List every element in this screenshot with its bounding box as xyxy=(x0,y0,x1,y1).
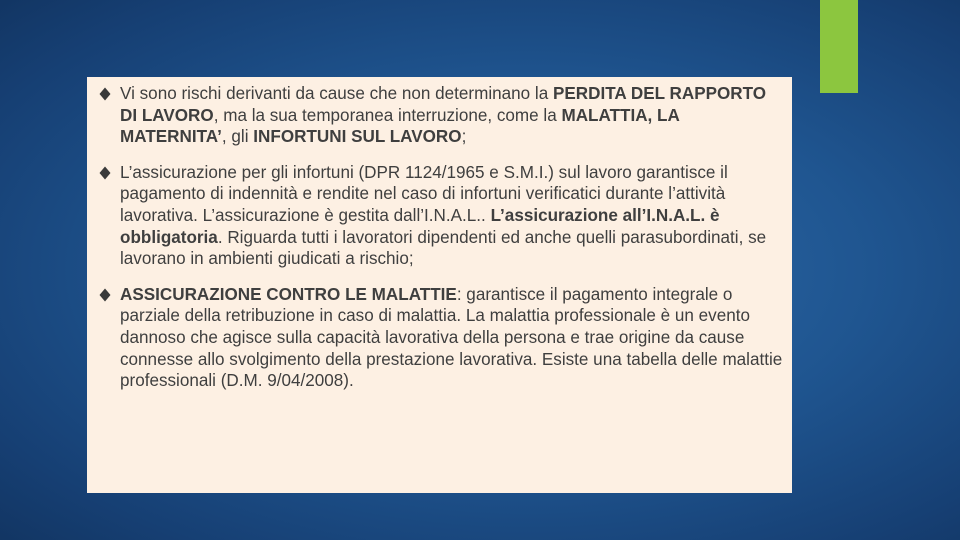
bullet-text xyxy=(120,84,766,146)
bullet-text-segment: Vi sono rischi derivanti da cause che non determinano la xyxy=(120,84,553,103)
diamond-bullet-icon xyxy=(99,288,111,302)
bullet-item xyxy=(97,284,784,392)
diamond-bullet-icon xyxy=(99,166,111,180)
bullet-item xyxy=(97,162,784,270)
bullet-text-bold: PERDITA DEL RAPPORTO DI LAVORO xyxy=(120,84,767,125)
green-accent-bar xyxy=(820,0,858,93)
bullet-text-bold: ASSICURAZIONE CONTRO LE MALATTIE xyxy=(120,284,457,304)
bullet-list xyxy=(97,83,784,392)
bullet-item xyxy=(97,83,784,148)
bullet-text-segment: . Riguarda tutti i lavoratori dipendenti ed anche quelli parasubordinati, se lavorano in ambienti giudicati a rischio; xyxy=(120,227,767,269)
diamond-bullet-icon xyxy=(99,87,111,101)
content-box xyxy=(87,77,792,493)
bullet-text-segment: : garantisce il pagamento integrale o parziale della retribuzione in caso di malattia. La malattia professionale è un evento dannoso che agisce sulla capacità lavorativa della persona e trae origine da cause connesse allo svolgimento della prestazione lavorativa. Esiste una tabella delle malattie professionali (D.M. 9/04/2008). xyxy=(120,284,783,391)
bullet-text xyxy=(120,163,766,268)
bullet-text-bold: L’assicurazione all’I.N.A.L. è obbligatoria xyxy=(120,205,720,247)
bullet-text-segment: , ma la sua temporanea interruzione, come la xyxy=(213,105,562,125)
bullet-text xyxy=(120,285,782,390)
bullet-text-bold: INFORTUNI SUL LAVORO xyxy=(253,127,462,147)
bullet-text-segment: ; xyxy=(461,127,467,147)
bullet-text-bold: MALATTIA, LA MATERNITA’ xyxy=(120,105,680,147)
bullet-text-segment: L’assicurazione per gli infortuni (DPR 1124/1965 e S.M.I.) sul lavoro garantisce il pagamento di indennità e rendite nel caso di infortuni verificatici durante l’attività lavorativa. L’assicurazione è gestita dall’I.N.A.L.. xyxy=(120,162,728,225)
bullet-text-segment: , gli xyxy=(221,127,254,147)
